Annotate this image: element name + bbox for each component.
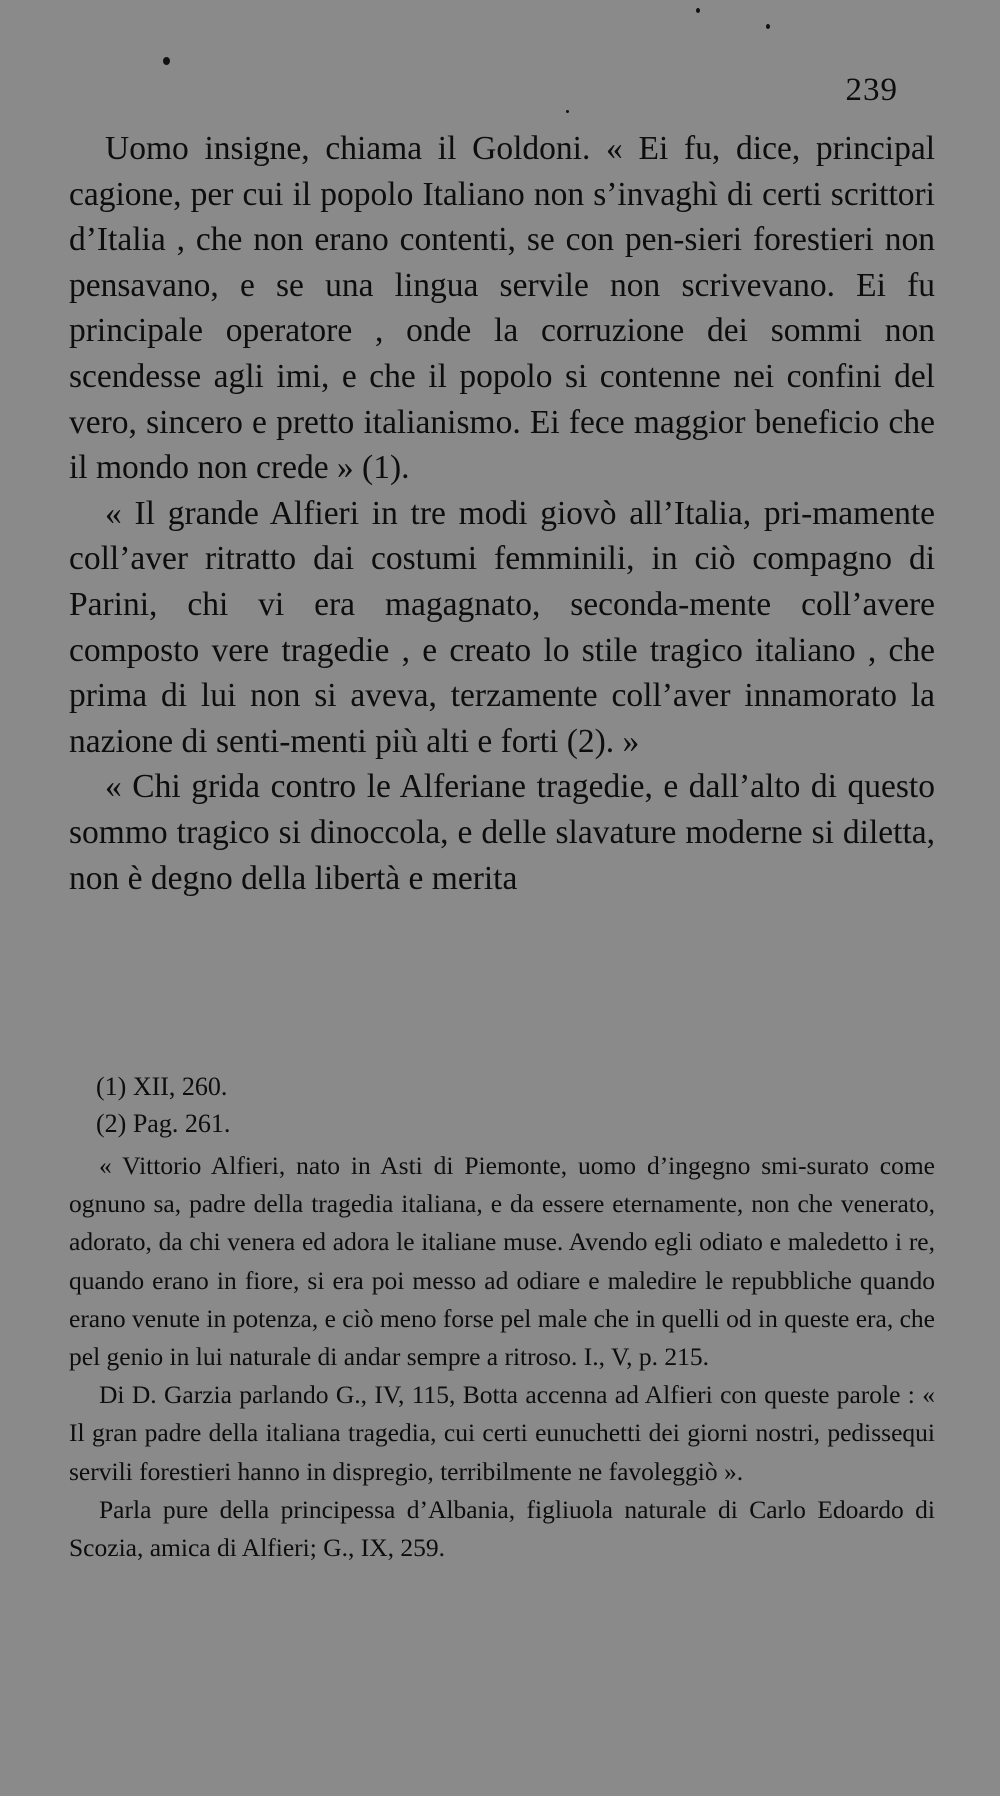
body-paragraph: « Il grande Alfieri in tre modi giovò all’Italia, pri-mamente coll’aver ritratto dai costumi femminili, in ciò compagno di Parini, chi vi era magagnato, seconda-mente coll’avere composto vere tragedie , e creato lo stile tragico italiano , che prima di lui non si aveva, terzamente coll’aver innamorato la nazione di senti-menti più alti e forti (2). » [69, 494, 935, 760]
footnote-notes [69, 1147, 935, 1567]
page-number: 239 [845, 72, 898, 108]
scan-speck [766, 24, 770, 29]
footnote-paragraph: Parla pure della principessa d’Albania, figliuola naturale di Carlo Edoardo di Scozia, amica di Alfieri; G., IX, 259. [69, 1494, 935, 1563]
body-paragraph: « Chi grida contro le Alferiane tragedie, e dall’alto di questo sommo tragico si dinoccola, e delle slavature moderne si diletta, non è degno della libertà e merita [69, 768, 935, 897]
scan-speck [163, 57, 170, 65]
footnote-ref: (2) Pag. 261. [96, 1109, 231, 1138]
main-text [69, 126, 935, 901]
footnote-ref: (1) XII, 260. [96, 1072, 228, 1101]
footnote-paragraph: Di D. Garzia parlando G., IV, 115, Botta accenna ad Alfieri con queste parole : « Il gran padre della italiana tragedia, cui certi eunuchetti dei giorni nostri, pedissequi servili forestieri hanno in dispregio, terribilmente ne favoleggiò ». [69, 1380, 935, 1486]
footnote-paragraph: « Vittorio Alfieri, nato in Asti di Piemonte, uomo d’ingegno smi-surato come ognuno sa, padre della tragedia italiana, e da essere eternamente, non che venerato, adorato, da chi venera ed adora le italiane muse. Avendo egli odiato e maledetto i re, quando erano in fiore, si era poi messo ad odiare e maledire le repubbliche quando erano venute in potenza, e ciò meno forse pel male che in quelli od in queste era, che pel genio in lui naturale di andar sempre a ritroso. I., V, p. 215. [69, 1151, 935, 1372]
scan-speck [566, 110, 569, 113]
body-paragraph: Uomo insigne, chiama il Goldoni. « Ei fu, dice, principal cagione, per cui il popolo Italiano non s’invaghì di certi scrittori d’Italia , che non erano contenti, se con pen-sieri forestieri non pensavano, e se una lingua servile non scrivevano. Ei fu principale operatore , onde la corruzione dei sommi non scendesse agli imi, e che il popolo si contenne nei confini del vero, sincero e pretto italianismo. Ei fece maggior beneficio che il mondo non crede » (1). [69, 130, 935, 487]
footnote-references [96, 1068, 230, 1142]
scan-speck [696, 8, 700, 13]
